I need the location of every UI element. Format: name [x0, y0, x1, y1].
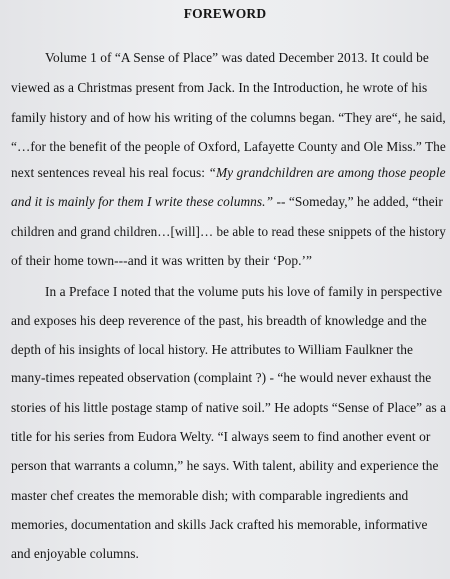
paragraph-2-line-3: depth of his insights of local history. He attributes to William Faulkner the	[11, 342, 413, 357]
paragraph-1-line-8: of their home town---and it was written by their ‘Pop.’”	[11, 253, 313, 268]
paragraph-1-line-4: “…for the benefit of the people of Oxford, Lafayette County and Ole Miss.” The	[11, 139, 446, 154]
paragraph-2-line-5: stories of his little postage stamp of native soil.” He adopts “Sense of Place” as a	[11, 400, 447, 415]
paragraph-2-line-8: master chef creates the memorable dish; with comparable ingredients and	[11, 488, 409, 503]
paragraph-2-line-7: person that warrants a column,” he says. With talent, ability and experience the	[11, 458, 439, 473]
paragraph-2-line-9: memories, documentation and skills Jack crafted his memorable, informative	[11, 517, 428, 532]
paragraph-2-line-6: title for his series from Eudora Welty. “I always seem to find another event or	[11, 429, 431, 444]
paragraph-1-line-6-text: -- “Someday,” he added, “their	[273, 194, 443, 209]
paragraph-1-line-5-quote: “My grandchildren are among those people	[208, 165, 446, 180]
paragraph-1-line-6-quote: and it is mainly for them I write these columns.”	[11, 194, 274, 209]
paragraph-1-line-3: family history and of how his writing of the columns began. “They are“, he said,	[11, 110, 446, 125]
paragraph-2-line-10: and enjoyable columns.	[11, 546, 139, 561]
paragraph-1-line-1: Volume 1 of “A Sense of Place” was dated December 2013. It could be	[45, 50, 429, 65]
paragraph-1-line-7: children and grand children…[will]… be able to read these snippets of the history	[11, 224, 446, 239]
page-title: FOREWORD	[183, 6, 267, 21]
paragraph-1-line-6	[11, 194, 443, 210]
paragraph-2-line-2: and exposes his deep reverence of the past, his breadth of knowledge and the	[11, 313, 427, 328]
paragraph-1-line-5	[11, 165, 446, 181]
paragraph-2-line-4: many-times repeated observation (complaint ?) - “he would never exhaust the	[11, 370, 432, 385]
paragraph-1-line-2: viewed as a Christmas present from Jack. In the Introduction, he wrote of his	[11, 80, 428, 95]
paragraph-2-line-1: In a Preface I noted that the volume puts his love of family in perspective	[45, 284, 443, 299]
paragraph-1-line-5-text: next sentences reveal his real focus:	[11, 165, 209, 180]
